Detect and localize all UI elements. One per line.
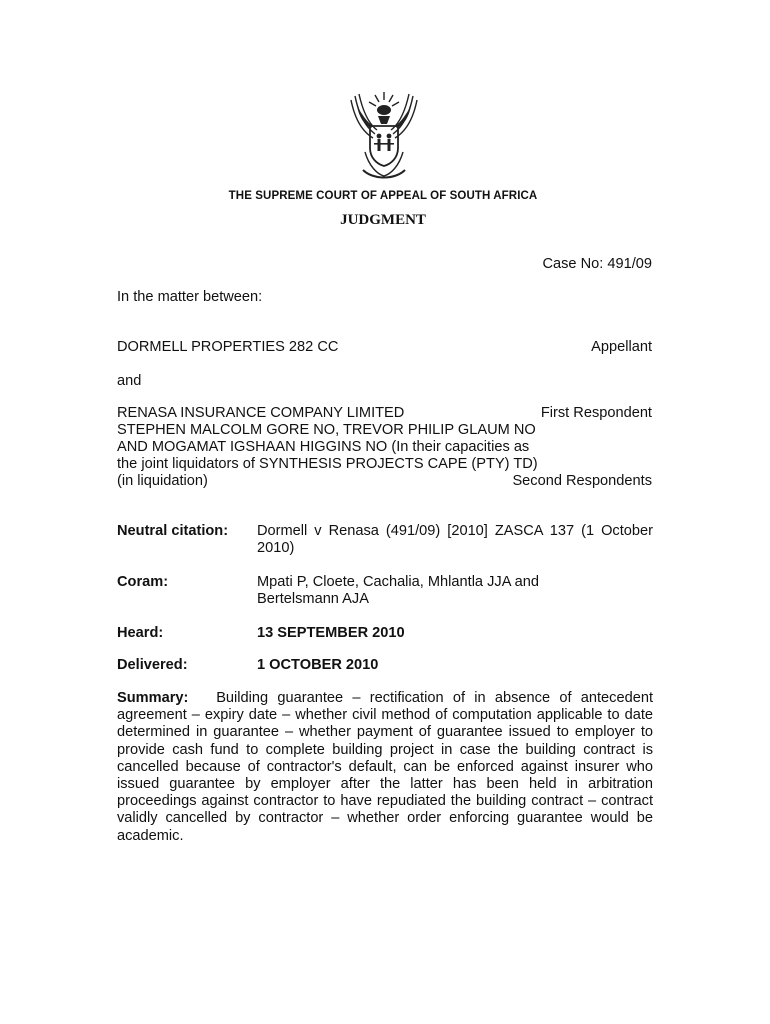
delivered-date: 1 OCTOBER 2010 [257, 657, 379, 673]
second-respondent-line: STEPHEN MALCOLM GORE NO, TREVOR PHILIP GLAUM NO [117, 422, 536, 438]
heard-date: 13 SEPTEMBER 2010 [257, 625, 405, 641]
first-respondent-role: First Respondent [540, 405, 652, 421]
case-number: Case No: 491/09 [542, 256, 652, 272]
appellant-name: DORMELL PROPERTIES 282 CC [117, 339, 339, 355]
coram-label: Coram: [117, 574, 169, 590]
summary-text: Building guarantee – rectification of in absence of antecedent agreement – expiry date – whether civil method of computation applicable to date determined in guarantee – whether payment of guarantee issued to employer to provide cash fund to complete building project in case the building contract is cancelled because of contractor's default, can be enforced against insurer who issued guarantee by employer after the latter has been held in arbitration proceedings against contractor to have repudiated the building contract – contract validly cancelled by contractor – whether order enforcing guarantee would be academic. [117, 690, 653, 844]
second-respondent-role: Second Respondents [512, 473, 652, 489]
second-respondent-line: (in liquidation) [117, 473, 208, 489]
summary-paragraph [117, 690, 653, 845]
heard-label: Heard: [117, 625, 164, 641]
coram-value-line: Mpati P, Cloete, Cachalia, Mhlantla JJA and [257, 574, 540, 590]
court-name: THE SUPREME COURT OF APPEAL OF SOUTH AFRICA [228, 190, 538, 202]
appellant-role: Appellant [591, 339, 652, 355]
parties-intro: In the matter between: [117, 289, 263, 305]
first-respondent-name: RENASA INSURANCE COMPANY LIMITED [117, 405, 405, 421]
and-connector: and [117, 373, 142, 389]
coram-value-line: Bertelsmann AJA [257, 591, 369, 607]
document-type-heading: JUDGMENT [340, 212, 426, 228]
citation-value: Dormell v Renasa (491/09) [2010] ZASCA 137 (1 October 2010) [257, 523, 653, 557]
second-respondent-line: AND MOGAMAT IGSHAAN HIGGINS NO (In their capacities as [117, 439, 530, 455]
coat-of-arms-icon [345, 86, 423, 182]
citation-label: Neutral citation: [117, 523, 229, 539]
second-respondent-line: the joint liquidators of SYNTHESIS PROJECTS CAPE (PTY) TD) [117, 456, 538, 472]
delivered-label: Delivered: [117, 657, 188, 673]
summary-label: Summary: [117, 690, 189, 706]
